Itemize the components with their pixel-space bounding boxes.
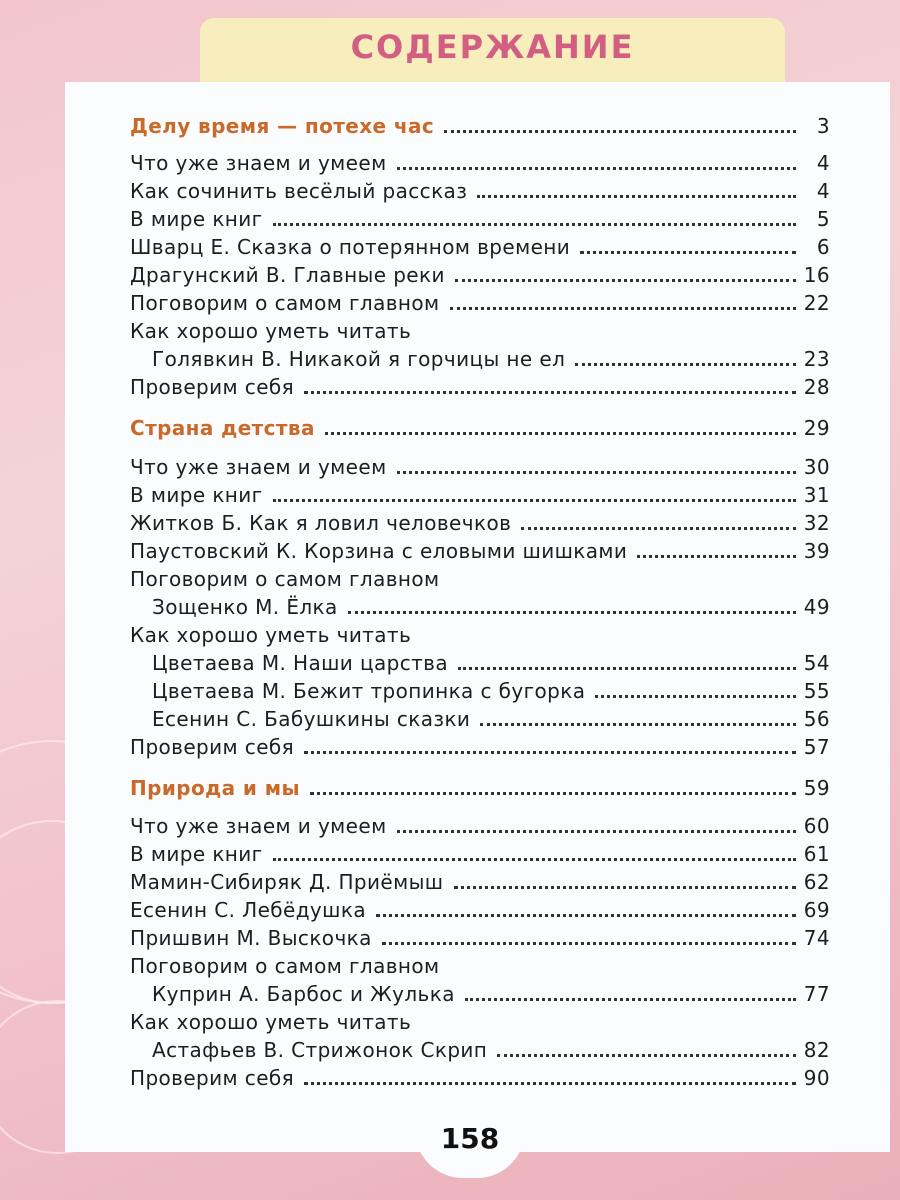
toc-entry-label: Что уже знаем и умеем (130, 455, 387, 479)
toc-entry-label: В мире книг (130, 483, 263, 507)
toc-entry-label: Страна детства (130, 416, 315, 440)
toc-entry-label: Драгунский В. Главные реки (130, 263, 445, 287)
toc-entry-label: Проверим себя (130, 1066, 295, 1090)
toc-page-number: 39 (803, 539, 830, 563)
toc-page-number: 56 (803, 707, 830, 731)
toc-entry-label: Житков Б. Как я ловил человечков (130, 511, 512, 535)
toc-entry (130, 145, 830, 175)
toc-entry (130, 369, 830, 399)
toc-entry (130, 449, 830, 479)
toc-entry-label: Есенин С. Бабушкины сказки (152, 707, 471, 731)
toc-entry-label: Как хорошо уметь читать (130, 623, 412, 647)
toc-entry (130, 313, 830, 343)
dot-leader (595, 695, 795, 698)
toc-entry-label: Цветаева М. Бежит тропинка с бугорка (152, 679, 586, 703)
toc-page-number: 28 (803, 375, 830, 399)
toc-page-number: 82 (803, 1038, 830, 1062)
toc-entry-label: Проверим себя (130, 735, 295, 759)
toc-page-number: 16 (803, 263, 830, 287)
toc-entry-label: Поговорим о самом главном (130, 954, 440, 978)
toc-entry-label: Природа и мы (130, 776, 300, 800)
toc-entry-label: Шварц Е. Сказка о потерянном времени (130, 235, 571, 259)
toc-entry-label: Зощенко М. Ёлка (152, 595, 338, 619)
toc-page-number: 62 (803, 870, 830, 894)
toc-entry-label: Как хорошо уметь читать (130, 1010, 412, 1034)
toc-page-number: 59 (803, 776, 830, 800)
toc-entry (130, 1060, 830, 1090)
dot-leader (273, 499, 796, 502)
toc-entry (130, 1004, 830, 1034)
dot-leader (458, 667, 796, 670)
toc-entry (152, 341, 830, 371)
toc-entry-label: Голявкин В. Никакой я горчицы не ел (152, 347, 566, 371)
dot-leader (480, 723, 795, 726)
toc-page-number: 77 (803, 982, 830, 1006)
toc-entry (130, 477, 830, 507)
toc-entry (130, 257, 830, 287)
toc-page-number: 4 (816, 179, 830, 203)
toc-entry-label: Цветаева М. Наши царства (152, 651, 449, 675)
dot-leader (521, 527, 795, 530)
toc-entry (152, 673, 830, 703)
toc-entry (152, 976, 830, 1006)
dot-leader (376, 914, 796, 917)
dot-leader (273, 223, 796, 226)
toc-entry-label: Есенин С. Лебёдушка (130, 898, 367, 922)
dot-leader (455, 279, 796, 282)
toc-section (130, 108, 830, 138)
toc-page-number: 60 (803, 814, 830, 838)
dot-leader (304, 391, 796, 394)
toc-page-number: 57 (803, 735, 830, 759)
toc-entry-label: Как хорошо уметь читать (130, 319, 412, 343)
dot-leader (304, 1082, 796, 1085)
dot-leader (444, 130, 796, 133)
toc-entry (130, 561, 830, 591)
toc-page-number: 32 (803, 511, 830, 535)
toc-entry (130, 892, 830, 922)
toc-entry (130, 505, 830, 535)
toc-page-number: 3 (816, 114, 830, 138)
toc-entry (130, 729, 830, 759)
toc-page-number: 31 (803, 483, 830, 507)
toc-entry (130, 920, 830, 950)
dot-leader (348, 611, 796, 614)
toc-page-number: 5 (816, 207, 830, 231)
dot-leader (310, 792, 796, 795)
toc-entry-label: Поговорим о самом главном (130, 291, 440, 315)
dot-leader (497, 1054, 795, 1057)
dot-leader (325, 432, 796, 435)
toc-entry-label: Пришвин М. Выскочка (130, 926, 372, 950)
toc-entry-label: Паустовский К. Корзина с еловыми шишками (130, 539, 628, 563)
toc-entry-label: В мире книг (130, 842, 263, 866)
toc-page-number: 30 (803, 455, 830, 479)
toc-entry (130, 229, 830, 259)
toc-page-number: 90 (803, 1066, 830, 1090)
toc-entry (130, 201, 830, 231)
toc-page-number: 23 (803, 347, 830, 371)
toc-entry (130, 836, 830, 866)
toc-entry (130, 808, 830, 838)
toc-page-number: 22 (803, 291, 830, 315)
toc-entry-label: Делу время — потехе час (130, 114, 435, 138)
toc-entry (152, 701, 830, 731)
dot-leader (397, 830, 796, 833)
dot-leader (637, 555, 795, 558)
page-number: 158 (440, 1122, 500, 1155)
toc-entry-label: Проверим себя (130, 375, 295, 399)
dot-leader (273, 858, 796, 861)
toc-page-number: 29 (803, 416, 830, 440)
dot-leader (477, 195, 796, 198)
toc-entry-label: Астафьев В. Стрижонок Скрип (152, 1038, 488, 1062)
toc-page-number: 49 (803, 595, 830, 619)
toc-entry (130, 285, 830, 315)
toc-entry (130, 173, 830, 203)
toc-page-number: 61 (803, 842, 830, 866)
dot-leader (397, 167, 796, 170)
toc-entry (130, 864, 830, 894)
toc-page-number: 69 (803, 898, 830, 922)
toc-entry (130, 533, 830, 563)
toc-page-number: 74 (803, 926, 830, 950)
dot-leader (382, 942, 796, 945)
toc-entry-label: Что уже знаем и умеем (130, 151, 387, 175)
toc-entry-label: Мамин-Сибиряк Д. Приёмыш (130, 870, 444, 894)
dot-leader (397, 471, 796, 474)
dot-leader (304, 751, 796, 754)
toc-page-number: 54 (803, 651, 830, 675)
page-title: СОДЕРЖАНИЕ (350, 28, 635, 66)
dot-leader (580, 251, 796, 254)
toc-entry-label: Как сочинить весёлый рассказ (130, 179, 468, 203)
toc-page-number: 4 (816, 151, 830, 175)
dot-leader (575, 363, 795, 366)
toc-page-number: 6 (816, 235, 830, 259)
toc-section (130, 410, 830, 440)
dot-leader (454, 886, 796, 889)
dot-leader (465, 998, 796, 1001)
toc-entry (152, 645, 830, 675)
dot-leader (450, 307, 796, 310)
toc-section (130, 770, 830, 800)
toc-entry (130, 617, 830, 647)
toc-entry-label: Куприн А. Барбос и Жулька (152, 982, 455, 1006)
toc-page-number: 55 (803, 679, 830, 703)
toc-entry-label: Что уже знаем и умеем (130, 814, 387, 838)
toc-entry-label: В мире книг (130, 207, 263, 231)
toc-entry (130, 948, 830, 978)
toc-entry (152, 1032, 830, 1062)
toc-entry-label: Поговорим о самом главном (130, 567, 440, 591)
toc-entry (152, 589, 830, 619)
